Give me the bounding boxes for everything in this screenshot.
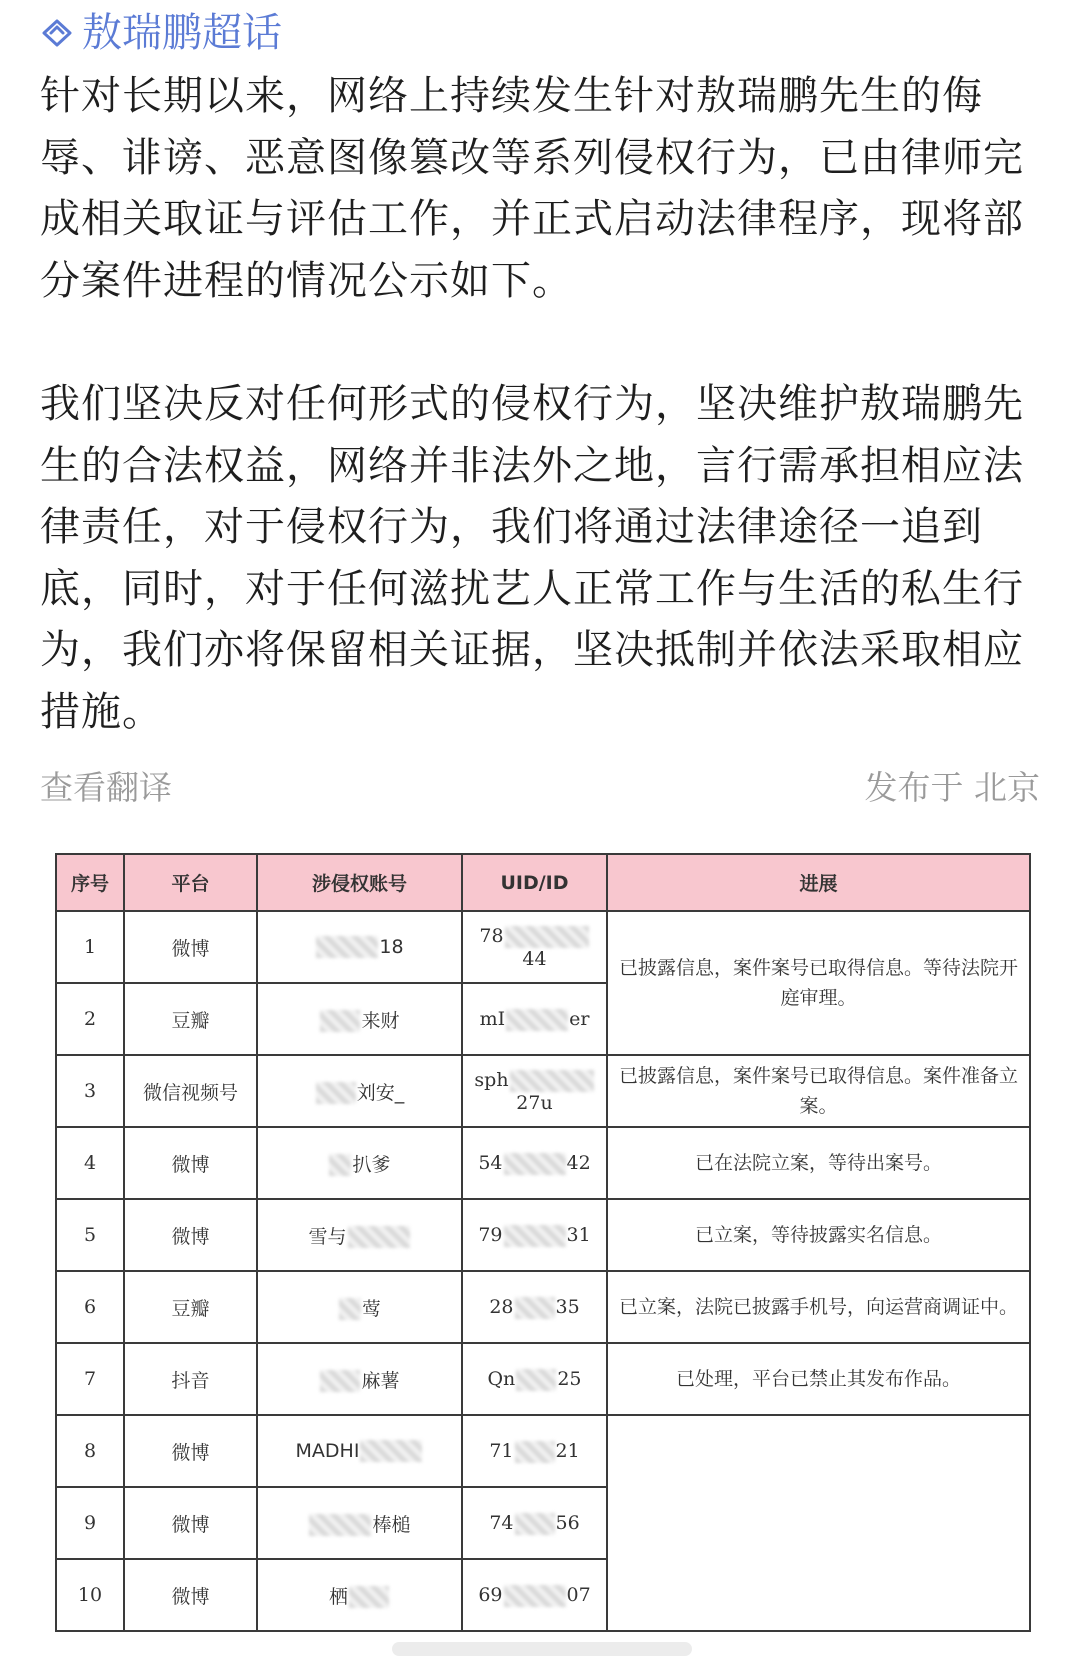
redaction-mosaic xyxy=(329,1154,351,1176)
cell-platform: 微博 xyxy=(124,1415,257,1487)
redaction-mosaic xyxy=(515,1513,555,1535)
cell-uid: mI er xyxy=(462,983,607,1055)
table-row xyxy=(56,911,1030,983)
post-body xyxy=(40,66,1040,743)
redaction-mosaic xyxy=(506,1009,568,1031)
supertopic-label: 敖瑞鹏超话 xyxy=(82,10,282,56)
post-location: 发布于 北京 xyxy=(864,768,1040,807)
redaction-mosaic xyxy=(316,936,378,958)
header-progress: 进展 xyxy=(607,854,1030,911)
translate-link[interactable]: 查看翻译 xyxy=(40,768,172,807)
cell-account: 18 xyxy=(257,911,462,983)
cell-no: 6 xyxy=(56,1271,124,1343)
cell-platform: 豆瓣 xyxy=(124,983,257,1055)
cell-account: 麻薯 xyxy=(257,1343,462,1415)
table-row xyxy=(56,1055,1030,1127)
cell-progress: 已在法院立案，等待出案号。 xyxy=(607,1127,1030,1199)
redaction-mosaic xyxy=(348,1226,410,1248)
cell-account: 栖 xyxy=(257,1559,462,1631)
cell-uid: 69 07 xyxy=(462,1559,607,1631)
cell-progress-empty xyxy=(607,1415,1030,1631)
redaction-mosaic xyxy=(339,1298,361,1320)
post-paragraph-1: 针对长期以来，网络上持续发生针对敖瑞鹏先生的侮辱、诽谤、恶意图像篡改等系列侵权行为，已由律师完成相关取证与评估工作，并正式启动法律程序，现将部分案件进程的情况公示如下。 xyxy=(40,73,1024,304)
cell-account: 棒槌 xyxy=(257,1487,462,1559)
header-platform: 平台 xyxy=(124,854,257,911)
cell-progress: 已披露信息，案件案号已取得信息。案件准备立案。 xyxy=(607,1055,1030,1127)
cell-no: 5 xyxy=(56,1199,124,1271)
cell-no: 9 xyxy=(56,1487,124,1559)
post-meta-row xyxy=(40,763,1040,813)
redaction-mosaic xyxy=(505,926,589,948)
redaction-mosaic xyxy=(504,1585,566,1607)
cell-account: MADHI xyxy=(257,1415,462,1487)
cell-account: 刘安_ xyxy=(257,1055,462,1127)
cell-platform: 微博 xyxy=(124,1559,257,1631)
table-row xyxy=(56,1415,1030,1487)
cell-platform: 微博 xyxy=(124,1199,257,1271)
redaction-mosaic xyxy=(516,1369,556,1391)
redaction-mosaic xyxy=(320,1370,360,1392)
supertopic-diamond-icon xyxy=(40,16,74,50)
cell-no: 4 xyxy=(56,1127,124,1199)
redaction-mosaic xyxy=(504,1225,566,1247)
cell-no: 3 xyxy=(56,1055,124,1127)
redaction-mosaic xyxy=(320,1010,360,1032)
table-row xyxy=(56,1343,1030,1415)
redaction-mosaic xyxy=(360,1440,422,1462)
cell-no: 1 xyxy=(56,911,124,983)
cell-platform: 微信视频号 xyxy=(124,1055,257,1127)
header-uid: UID/ID xyxy=(462,854,607,911)
cell-uid: 54 42 xyxy=(462,1127,607,1199)
cell-progress: 已披露信息，案件案号已取得信息。等待法院开庭审理。 xyxy=(607,911,1030,1055)
table-row xyxy=(56,1271,1030,1343)
cell-uid: sph27u xyxy=(462,1055,607,1127)
table-row xyxy=(56,1199,1030,1271)
cell-no: 7 xyxy=(56,1343,124,1415)
cell-platform: 微博 xyxy=(124,1127,257,1199)
redaction-mosaic xyxy=(316,1082,356,1104)
cell-account: 来财 xyxy=(257,983,462,1055)
cell-account: 雪与 xyxy=(257,1199,462,1271)
cell-platform: 微博 xyxy=(124,1487,257,1559)
cell-platform: 豆瓣 xyxy=(124,1271,257,1343)
cell-account: 扒爹 xyxy=(257,1127,462,1199)
cell-uid: 7844 xyxy=(462,911,607,983)
cell-progress: 已立案，等待披露实名信息。 xyxy=(607,1199,1030,1271)
cell-no: 2 xyxy=(56,983,124,1055)
cell-no: 10 xyxy=(56,1559,124,1631)
cell-platform: 抖音 xyxy=(124,1343,257,1415)
redaction-mosaic xyxy=(504,1153,566,1175)
cell-account: 莺 xyxy=(257,1271,462,1343)
case-table xyxy=(55,853,1031,1632)
cell-uid: 79 31 xyxy=(462,1199,607,1271)
table-row xyxy=(56,1127,1030,1199)
cell-platform: 微博 xyxy=(124,911,257,983)
redaction-mosaic xyxy=(349,1586,389,1608)
redaction-mosaic xyxy=(510,1070,594,1092)
redaction-mosaic xyxy=(515,1297,555,1319)
header-account: 涉侵权账号 xyxy=(257,854,462,911)
post-paragraph-2: 我们坚决反对任何形式的侵权行为，坚决维护敖瑞鹏先生的合法权益，网络并非法外之地，言行需承担相应法律责任，对于侵权行为，我们将通过法律途径一追到底，同时，对于任何滋扰艺人正常工作与生活的私生行为，我们亦将保留相关证据，坚决抵制并依法采取相应措施。 xyxy=(40,381,1024,735)
redaction-mosaic xyxy=(309,1514,371,1536)
redaction-mosaic xyxy=(515,1441,555,1463)
case-table-image[interactable] xyxy=(55,853,1029,1632)
image-scroll-indicator xyxy=(392,1642,692,1656)
header-no: 序号 xyxy=(56,854,124,911)
cell-uid: 28 35 xyxy=(462,1271,607,1343)
supertopic-link[interactable] xyxy=(40,8,282,58)
cell-uid: Qn 25 xyxy=(462,1343,607,1415)
table-header-row xyxy=(56,854,1030,911)
cell-progress: 已立案，法院已披露手机号，向运营商调证中。 xyxy=(607,1271,1030,1343)
cell-uid: 74 56 xyxy=(462,1487,607,1559)
cell-uid: 71 21 xyxy=(462,1415,607,1487)
cell-no: 8 xyxy=(56,1415,124,1487)
cell-progress: 已处理，平台已禁止其发布作品。 xyxy=(607,1343,1030,1415)
